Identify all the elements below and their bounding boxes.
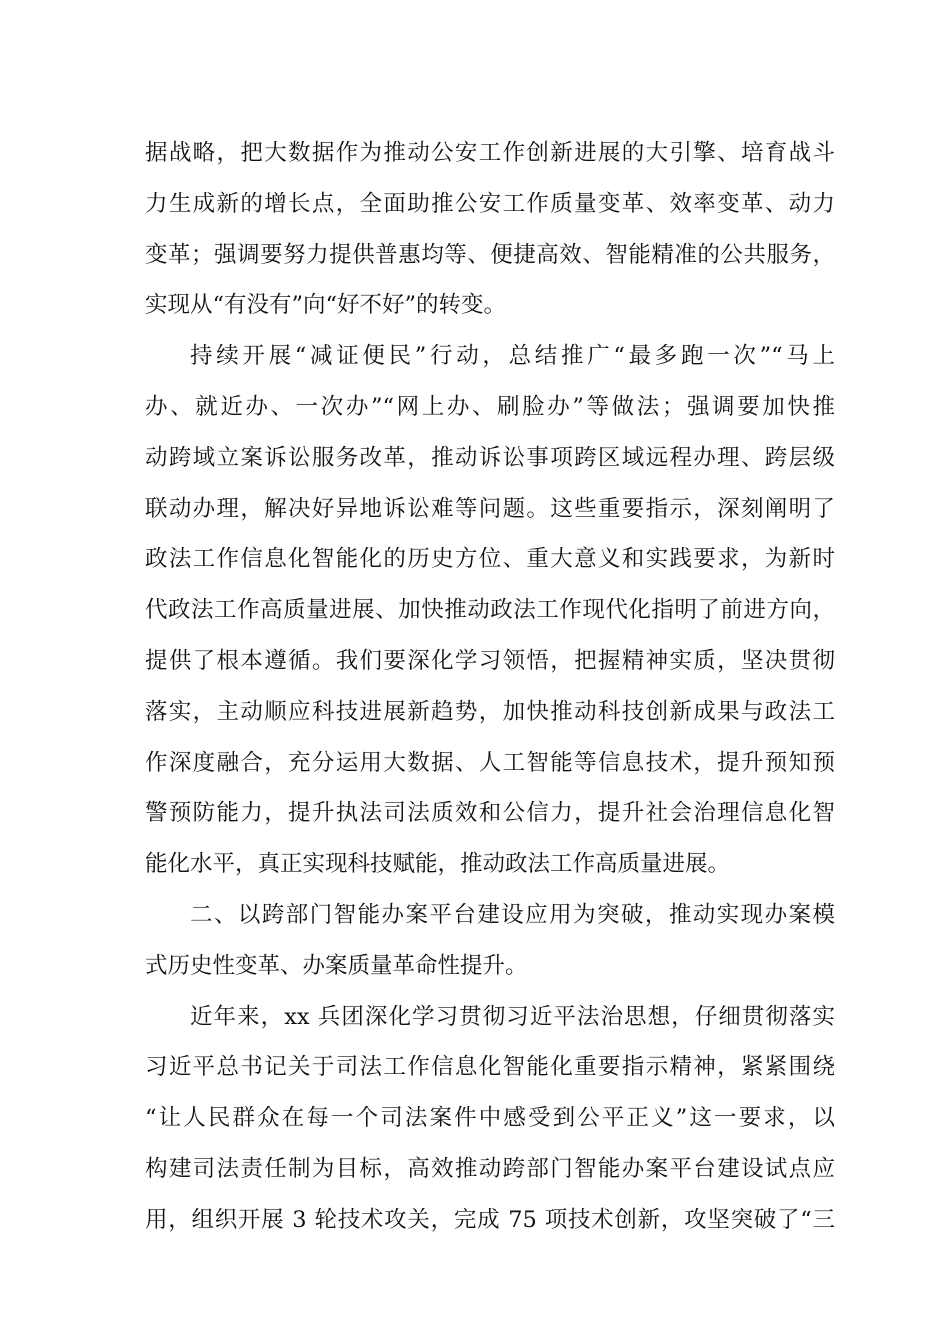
paragraph-line: 动跨域立案诉讼服务改革，推动诉讼事项跨区域远程办理、跨层级 (145, 444, 835, 471)
paragraph-line: 政法工作信息化智能化的历史方位、重大意义和实践要求，为新时 (145, 546, 835, 573)
paragraph-line: 能化水平，真正实现科技赋能，推动政法工作高质量进展。 (145, 851, 731, 878)
section-heading-line: 式历史性变革、办案质量革命性提升。 (145, 952, 528, 979)
paragraph-2 (145, 331, 835, 890)
paragraph-line: 落实，主动顺应科技进展新趋势，加快推动科技创新成果与政法工 (145, 698, 835, 725)
paragraph-line: 变革；强调要努力提供普惠均等、便捷高效、智能精准的公共服务， (145, 241, 835, 268)
paragraph-line: 力生成新的增长点，全面助推公安工作质量变革、效率变革、动力 (145, 190, 835, 217)
paragraph-line: 办、就近办、一次办”“网上办、刷脸办”等做法；强调要加快推 (145, 393, 835, 420)
paragraph-line: 构建司法责任制为目标，高效推动跨部门智能办案平台建设试点应 (145, 1155, 835, 1182)
paragraph-line: 提供了根本遵循。我们要深化学习领悟，把握精神实质，坚决贯彻 (145, 647, 835, 674)
paragraph-line: 代政法工作高质量进展、加快推动政法工作现代化指明了前进方向， (145, 597, 835, 624)
paragraph-line: 用，组织开展 3 轮技术攻关，完成 75 项技术创新，攻坚突破了“三 (145, 1206, 835, 1233)
paragraph-line: 持续开展“减证便民”行动，总结推广“最多跑一次”“马上 (190, 343, 835, 370)
paragraph-line: 作深度融合，充分运用大数据、人工智能等信息技术，提升预知预 (145, 749, 835, 776)
paragraph-line: 联动办理，解决好异地诉讼难等问题。这些重要指示，深刻阐明了 (145, 495, 835, 522)
section-heading-line: 二、以跨部门智能办案平台建设应用为突破，推动实现办案模 (190, 901, 835, 928)
paragraph-line: 近年来，xx 兵团深化学习贯彻习近平法治思想，仔细贯彻落实 (190, 1003, 835, 1030)
paragraph-line: 习近平总书记关于司法工作信息化智能化重要指示精神，紧紧围绕 (145, 1054, 835, 1081)
paragraph-1 (145, 128, 835, 331)
paragraph-line: 警预防能力，提升执法司法质效和公信力，提升社会治理信息化智 (145, 800, 835, 827)
paragraph-4 (145, 992, 835, 1246)
paragraph-line: 据战略，把大数据作为推动公安工作创新进展的大引擎、培育战斗 (145, 140, 835, 166)
section-heading-2 (145, 890, 835, 992)
paragraph-line: “让人民群众在每一个司法案件中感受到公平正义”这一要求，以 (145, 1105, 835, 1132)
paragraph-line: 实现从“有没有”向“好不好”的转变。 (145, 292, 507, 319)
body-text (145, 128, 835, 1246)
